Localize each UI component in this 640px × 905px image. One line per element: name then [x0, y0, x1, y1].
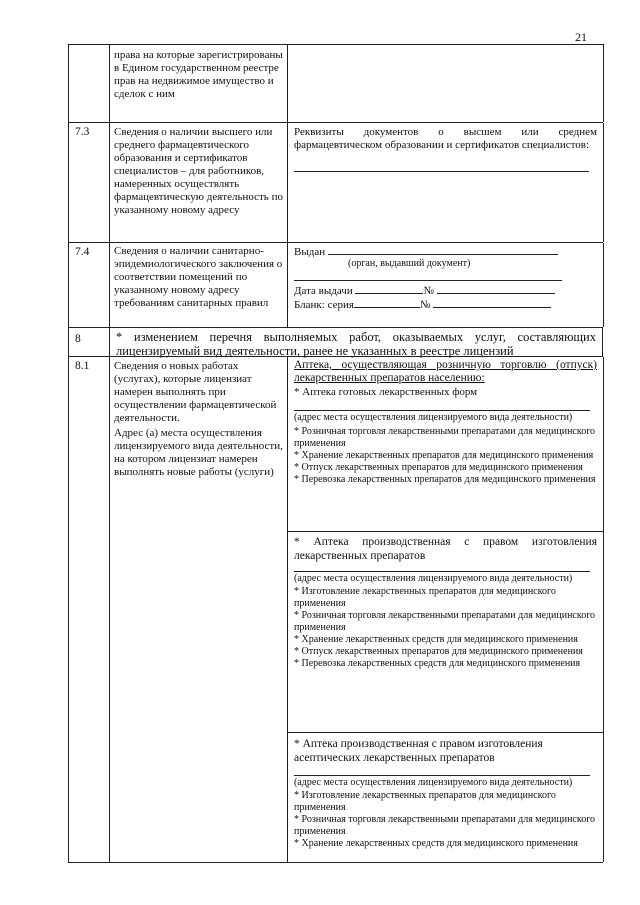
date-field[interactable]	[355, 284, 423, 294]
series-field[interactable]	[354, 298, 420, 308]
block-title: * Аптека производственная с правом изготовления лекарственных препаратов	[294, 536, 597, 562]
pharmacy-block-production	[288, 532, 603, 733]
issuer-caption: (орган, выдавший документ)	[348, 258, 471, 269]
education-requisites-field[interactable]	[294, 171, 589, 172]
work-item[interactable]: * Отпуск лекарственных препаратов для медицинского применения	[294, 646, 583, 657]
table-row-8	[69, 328, 603, 357]
number-field-2[interactable]	[433, 298, 551, 308]
address-caption: (адрес места осуществления лицензируемого вида деятельности)	[294, 777, 573, 788]
work-item[interactable]: * Изготовление лекарственных препаратов для медицинского применения	[294, 790, 556, 813]
work-item[interactable]: * Розничная торговля лекарственными препаратами для медицинского применения	[294, 426, 596, 449]
number-label: №	[423, 285, 434, 297]
table-row-7-3	[69, 123, 603, 243]
education-requisites-label: Реквизиты документов о высшем или среднем фармацевтическом образовании и сертификатов специалистов:	[294, 126, 597, 151]
row-number: 8.1	[75, 360, 90, 372]
work-item[interactable]: * Розничная торговля лекарственными препаратами для медицинского применения	[294, 814, 596, 837]
row-number: 8	[75, 333, 81, 345]
block-option: * Аптека готовых лекарственных форм	[294, 386, 478, 398]
work-item[interactable]: * Перевозка лекарственных средств для медицинского применения	[294, 658, 581, 669]
row-description: Сведения о новых работах (услугах), которые лицензиат намерен выполнять при осуществлении фармацевтической деятельности.	[114, 360, 277, 424]
address-caption: (адрес места осуществления лицензируемого вида деятельности)	[294, 412, 573, 423]
number-label-2: №	[419, 299, 431, 311]
address-caption: (адрес места осуществления лицензируемого вида деятельности)	[294, 573, 573, 584]
issuer-field[interactable]	[328, 245, 558, 255]
date-label: Дата выдачи	[294, 285, 353, 297]
address-field[interactable]	[294, 410, 590, 411]
row-description: Сведения о наличии высшего или среднего фармацевтического образования и сертификатов специалистов – для работников, намеренных осуществлять фармацевтическую деятельность по указанному новому адресу	[114, 126, 283, 216]
section-heading: * изменением перечня выполняемых работ, оказываемых услуг, составляющих лицензируемый вид деятельности, ранее не указанных в реестре лицензий	[116, 330, 596, 358]
form-table	[68, 44, 604, 863]
pharmacy-block-finished-forms	[288, 357, 603, 532]
page-number: 21	[575, 30, 587, 44]
table-row-8-1	[69, 357, 603, 863]
pharmacy-block-aseptic	[288, 733, 603, 862]
address-field[interactable]	[294, 571, 590, 572]
row-description: Сведения о наличии санитарно-эпидемиологического заключения о соответствии помещений по указанному новому адресу требованиям санитарных правил	[114, 245, 283, 309]
row-description-address: Адрес (а) места осуществления лицензируемого вида деятельности, на котором лицензиат намерен выполнять новые работы (услуги)	[114, 427, 283, 478]
block-title: * Аптека производственная с правом изготовления асептических лекарственных препаратов	[294, 738, 543, 764]
number-field[interactable]	[437, 284, 555, 294]
form-series-label: Бланк: серия	[294, 299, 354, 311]
work-item[interactable]: * Хранение лекарственных препаратов для медицинского применения	[294, 450, 594, 461]
row-number: 7.3	[75, 126, 90, 138]
issued-label: Выдан	[294, 246, 326, 258]
work-item[interactable]: * Изготовление лекарственных препаратов для медицинского применения	[294, 586, 556, 609]
table-row-7-4	[69, 243, 603, 328]
work-item[interactable]: * Перевозка лекарственных препаратов для медицинского применения	[294, 474, 596, 485]
work-item[interactable]: * Розничная торговля лекарственными препаратами для медицинского применения	[294, 610, 596, 633]
row-number: 7.4	[75, 246, 90, 258]
work-item[interactable]: * Хранение лекарственных средств для медицинского применения	[294, 838, 578, 849]
address-field[interactable]	[294, 775, 590, 776]
row-description: права на которые зарегистрированы в Едином государственном реестре прав на недвижимое имущество и сделок с ним	[114, 49, 283, 100]
table-row	[69, 45, 603, 123]
work-item[interactable]: * Хранение лекарственных средств для медицинского применения	[294, 634, 578, 645]
issuer-field-2[interactable]	[294, 280, 562, 281]
work-item[interactable]: * Отпуск лекарственных препаратов для медицинского применения	[294, 462, 583, 473]
block-title: Аптека, осуществляющая розничную торговлю (отпуск) лекарственных препаратов населению:	[294, 359, 597, 384]
